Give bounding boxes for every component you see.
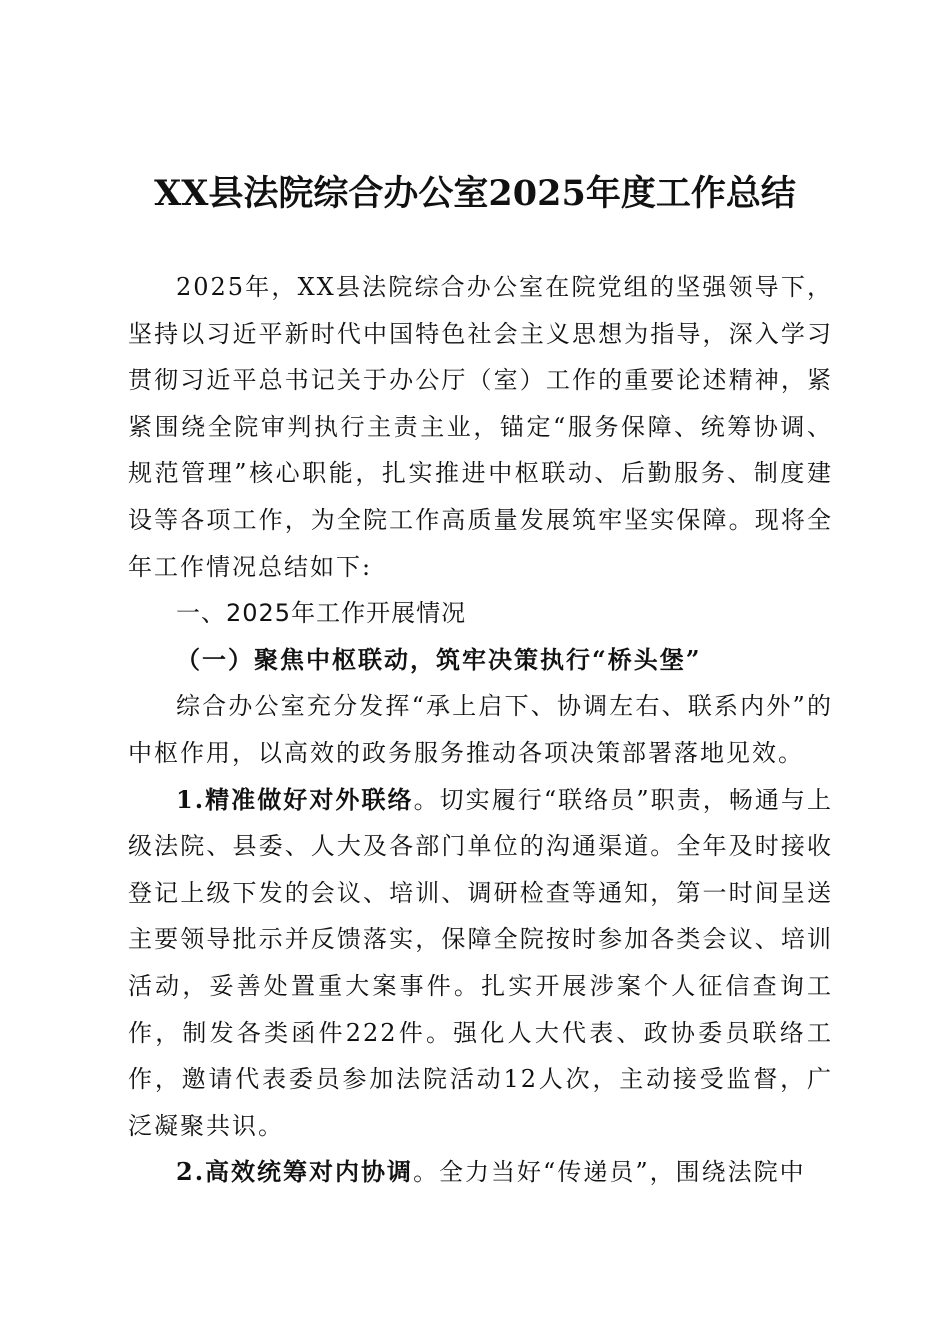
item-paragraph-1 — [128, 777, 833, 1150]
subsection-intro-paragraph: 综合办公室充分发挥“承上启下、协调左右、联系内外”的中枢作用，以高效的政务服务推动各项决策部署落地见效。 — [128, 692, 833, 767]
item-paragraph-2 — [128, 1149, 833, 1196]
item-lead-2: 2.高效统筹对内协调 — [176, 1157, 414, 1187]
item-text-1: 。切实履行“联络员”职责，畅通与上级法院、县委、人大及各部门单位的沟通渠道。全年及时接收登记上级下发的会议、培训、调研检查等通知，第一时间呈送主要领导批示并反馈落实，保障全院按时参加各类会议、培训活动，妥善处置重大案事件。扎实开展涉案个人征信查询工作，制发各类函件222件。强化人大代表、政协委员联络工作，邀请代表委员参加法院活动12人次，主动接受监督，广泛凝聚共识。 — [128, 785, 833, 1140]
document-title: XX县法院综合办公室2025年度工作总结 — [154, 173, 796, 214]
item-text-2: 。全力当好“传递员”，围绕法院中 — [413, 1158, 806, 1187]
subsection-heading: （一）聚焦中枢联动，筑牢决策执行“桥头堡” — [176, 644, 702, 674]
section-heading: 一、2025年工作开展情况 — [176, 599, 467, 628]
intro-paragraph: 2025年，XX县法院综合办公室在院党组的坚强领导下，坚持以习近平新时代中国特色社会主义思想为指导，深入学习贯彻习近平总书记关于办公厅（室）工作的重要论述精神，紧紧围绕全院审判执行主责主业，锚定“服务保障、统筹协调、规范管理”核心职能，扎实推进中枢联动、后勤服务、制度建设等各项工作，为全院工作高质量发展筑牢坚实保障。现将全年工作情况总结如下: — [128, 273, 833, 581]
item-lead-1: 1.精准做好对外联络 — [176, 784, 414, 814]
document-body — [128, 264, 833, 1196]
